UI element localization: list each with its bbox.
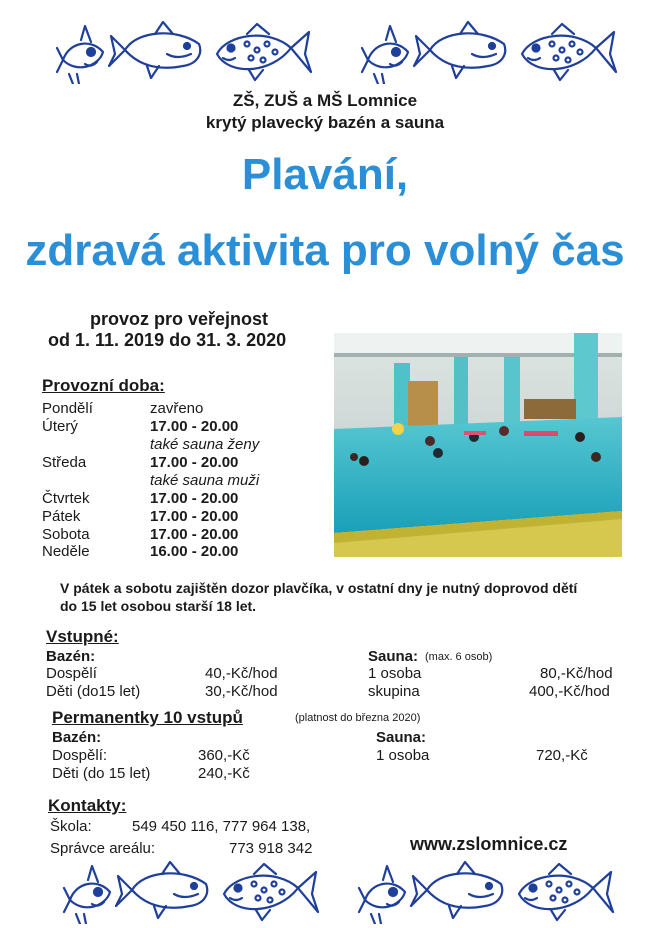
school-phone: 549 450 116, 777 964 138, <box>132 818 311 835</box>
passes-heading: Permanentky 10 vstupů <box>52 708 243 727</box>
price-value: 40,-Kč/hod <box>205 665 278 682</box>
hours-time: 17.00 - 20.00 <box>150 454 239 471</box>
price-value: 400,-Kč/hod <box>529 683 610 700</box>
fish-decoration-top-right <box>360 18 620 88</box>
price-value: 30,-Kč/hod <box>205 683 278 700</box>
fish-icon <box>519 864 613 920</box>
hours-time: 17.00 - 20.00 <box>150 508 239 525</box>
price-value: 240,-Kč <box>198 765 250 782</box>
admin-contact-label: Správce areálu: <box>50 840 156 857</box>
public-operation-label: provoz pro veřejnost <box>90 309 269 329</box>
price-label: Dospělí: <box>52 747 108 764</box>
fish-decoration-top-left <box>55 18 315 88</box>
fish-icon <box>362 26 408 84</box>
pool-photo <box>334 333 622 557</box>
school-contact-label: Škola: <box>50 818 92 835</box>
fish-icon <box>411 862 502 918</box>
fish-decoration-bottom-right <box>357 858 617 928</box>
fish-icon <box>522 24 616 80</box>
hours-day: Středa <box>42 454 87 471</box>
hours-day: Pátek <box>42 508 81 525</box>
hours-time: 17.00 - 20.00 <box>150 490 239 507</box>
hours-time: 16.00 - 20.00 <box>150 543 239 560</box>
fish-icon <box>217 24 311 80</box>
fish-decoration-bottom-left <box>62 858 322 928</box>
hours-day: Neděle <box>42 543 90 560</box>
hours-day: Pondělí <box>42 400 93 417</box>
fish-icon <box>414 22 505 78</box>
entry-sauna-label: Sauna: <box>368 648 419 665</box>
passes-sauna-label: Sauna: <box>376 729 427 746</box>
price-value: 720,-Kč <box>536 747 588 764</box>
hours-day: Čtvrtek <box>42 490 90 507</box>
fish-icon <box>359 866 405 924</box>
hours-time: 17.00 - 20.00 <box>150 526 239 543</box>
price-label: 1 osoba <box>376 747 430 764</box>
fish-icon <box>109 22 200 78</box>
price-label: Děti (do 15 let) <box>52 765 151 782</box>
fish-icon <box>224 864 318 920</box>
supervision-notice-line-1: V pátek a sobotu zajištěn dozor plavčíka, v ostatní dny je nutný doprovod dětí <box>60 580 578 596</box>
title-line-2: zdravá aktivita pro volný čas <box>25 226 625 275</box>
price-value: 80,-Kč/hod <box>540 665 613 682</box>
hours-note: také sauna ženy <box>150 436 260 453</box>
facility-name: krytý plavecký bazén a sauna <box>205 113 445 132</box>
admin-phone: 773 918 342 <box>229 840 313 857</box>
hours-time: zavřeno <box>150 400 204 417</box>
hours-note: také sauna muži <box>150 472 260 489</box>
price-value: 360,-Kč <box>198 747 250 764</box>
period-dates: od 1. 11. 2019 do 31. 3. 2020 <box>48 330 287 350</box>
contacts-heading: Kontakty: <box>48 796 127 815</box>
operating-hours-heading: Provozní doba: <box>42 376 165 395</box>
entry-pool-label: Bazén: <box>46 648 96 665</box>
supervision-notice-line-2: do 15 let osobou starší 18 let. <box>60 598 257 614</box>
price-label: Dospělí <box>46 665 97 682</box>
hours-day: Sobota <box>42 526 90 543</box>
fish-icon <box>64 866 110 924</box>
passes-validity-note: (platnost do března 2020) <box>295 712 421 724</box>
website-link[interactable]: www.zslomnice.cz <box>410 834 568 854</box>
sauna-capacity-note: (max. 6 osob) <box>425 651 493 663</box>
passes-pool-label: Bazén: <box>52 729 102 746</box>
entry-fees-heading: Vstupné: <box>46 627 119 646</box>
fish-icon <box>116 862 207 918</box>
fish-icon <box>57 26 103 84</box>
price-label: 1 osoba <box>368 665 422 682</box>
price-label: skupina <box>368 683 420 700</box>
hours-day: Úterý <box>42 418 78 435</box>
school-name: ZŠ, ZUŠ a MŠ Lomnice <box>232 91 418 110</box>
hours-time: 17.00 - 20.00 <box>150 418 239 435</box>
title-line-1: Plavání, <box>241 150 409 199</box>
price-label: Děti (do15 let) <box>46 683 141 700</box>
